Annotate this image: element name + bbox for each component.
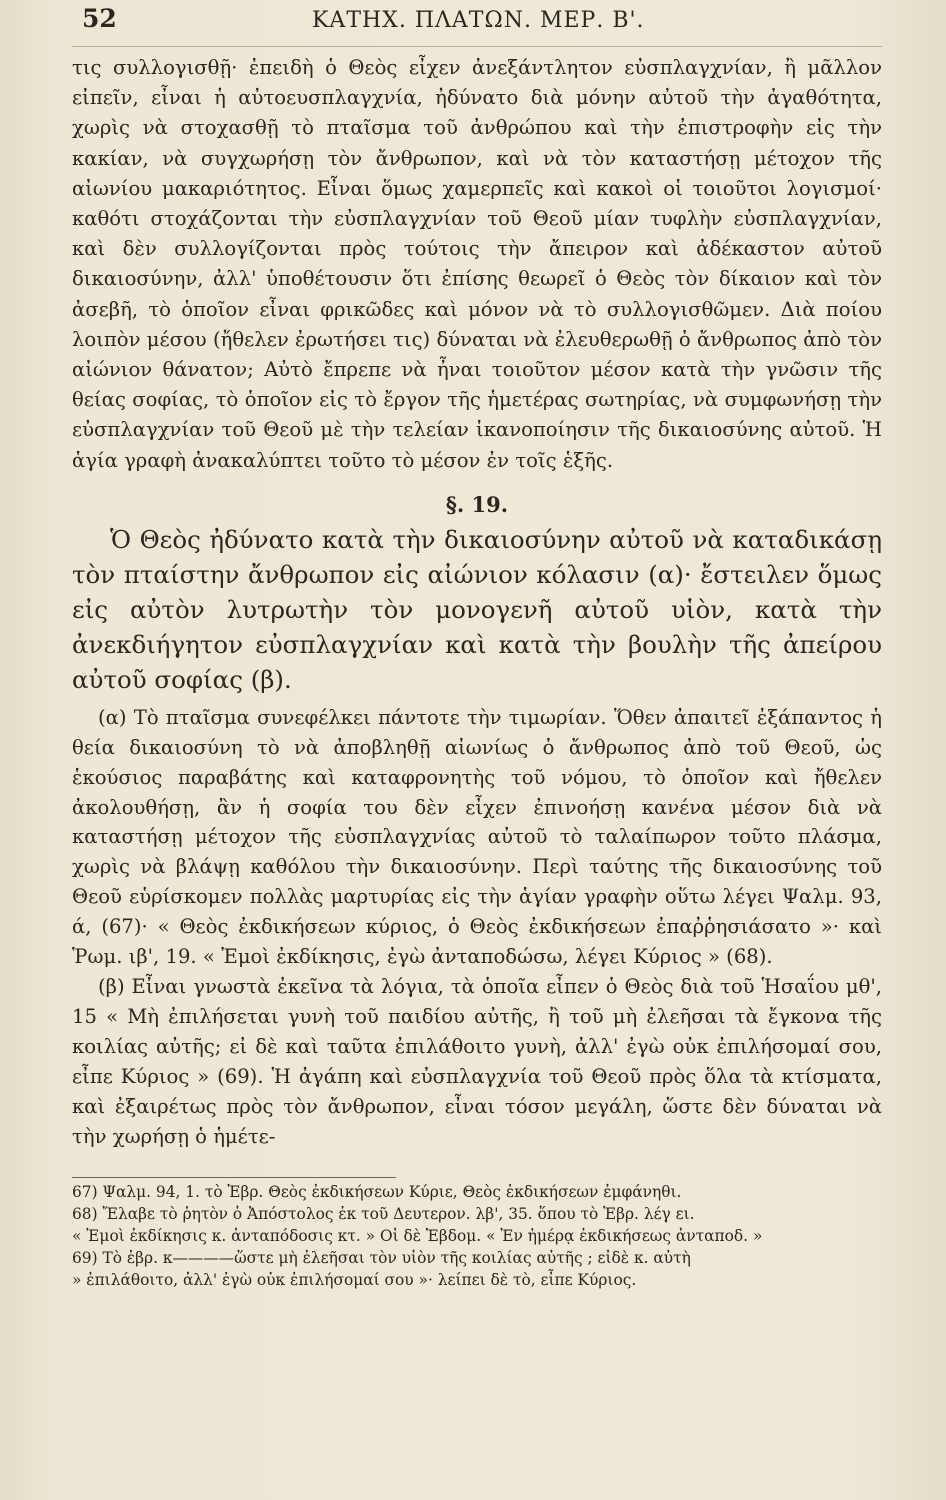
section-heading: §. 19. — [445, 491, 509, 517]
footnote-68: 68) Ἔλαβε τὸ ῥητὸν ὁ Ἀπόστολος ἐκ τοῦ Δευτερον. λβ', 35. ὅπου τὸ Ἑβρ. λέγ ει. — [72, 1205, 695, 1224]
section-lead-text: Ὁ Θεὸς ἠδύνατο κατὰ τὴν δικαιοσύνην αὐτοῦ νὰ καταδικάσῃ τὸν πταίστην ἄνθρωπον εἰς αἰώνιον κόλασιν (α)· ἔστειλεν ὅμως εἰς αὐτὸν λυτρωτὴν τὸν μονογενῆ αὐτοῦ υἱὸν, κατὰ τὴν ἀνεκδιήγητον εὐσπλαγχνίαν καὶ κατὰ τὴν βουλὴν τῆς ἀπείρου αὐτοῦ σοφίας (β). — [72, 524, 882, 694]
note-a: (α) Τὸ πταῖσμα συνεφέλκει πάντοτε τὴν τιμωρίαν. Ὅθεν ἀπαιτεῖ ἐξάπαντος ἡ θεία δικαιοσύνη τὸ νὰ ἀποβληθῇ αἰωνίως ὁ ἄνθρωπος ἀπὸ τοῦ Θεοῦ, ὡς ἑκούσιος παραβάτης καὶ καταφρονητὴς τοῦ νόμου, τὸ ὁποῖον καὶ ἤθελεν ἀκολουθήσῃ, ἂν ἡ σοφία του δὲν εἶχεν ἐπινοήσῃ κανένα μέσον διὰ νὰ καταστήσῃ μέτοχον τῆς εὐσπλαγχνίας αὐτοῦ τὸ ταλαίπωρον τοῦτο πλάσμα, χωρὶς νὰ βλάψῃ καθόλου τὴν δικαιοσύνην. Περὶ ταύτης τῆς δικαιοσύνης τοῦ Θεοῦ εὑρίσκομεν πολλὰς μαρτυρίας εἰς τὴν ἁγίαν γραφὴν οὕτω λέγει Ψαλμ. 93, ά, (67)· « Θεὸς ἐκδικήσεων κύριος, ὁ Θεὸς ἐκδικήσεων ἐπαῤῥησιάσατο »· καὶ Ῥωμ. ιβ', 19. « Ἐμοὶ ἐκδίκησις, ἐγὼ ἀνταποδώσω, λέγει Κύριος » (68). — [72, 705, 882, 969]
footnote-divider — [72, 1177, 396, 1178]
footnotes — [72, 1182, 882, 1291]
main-text — [72, 53, 882, 476]
note-b: (β) Εἶναι γνωστὰ ἐκεῖνα τὰ λόγια, τὰ ὁποῖα εἶπεν ὁ Θεὸς διὰ τοῦ Ἡσαΐου μθ', 15 « Μὴ ἐπιλήσεται γυνὴ τοῦ παιδίου αὐτῆς, ἢ τοῦ μὴ ἐλεῆσαι τὰ ἔγκονα τῆς κοιλίας αὐτῆς; εἰ δὲ καὶ ταῦτα ἐπιλάθοιτο γυνὴ, ἀλλ' ἐγὼ οὐκ ἐπιλήσομαί σου, εἶπε Κύριος » (69). Ἡ ἀγάπη καὶ εὐσπλαγχνία τοῦ Θεοῦ πρὸς ὅλα τὰ κτίσματα, καὶ ἐξαιρέτως πρὸς τὸν ἄνθρωπον, εἶναι τόσον μεγάλη, ὥστε δὲν δύναται νὰ τὴν χωρήσῃ ὁ ἡμέτε- — [72, 975, 882, 1148]
page-header — [72, 4, 882, 47]
footnote-67: 67) Ψαλμ. 94, 1. τὸ Ἑβρ. Θεὸς ἐκδικήσεων Κύριε, Θεὸς ἐκδικήσεων ἐμφάνηθι. — [72, 1183, 682, 1202]
running-title: ΚΑΤΗΧ. ΠΛΑΤΩΝ. ΜΕΡ. Β'. — [312, 8, 645, 33]
section-notes — [72, 703, 882, 1152]
footnote-69: 69) Τὸ ἑβρ. κ————ὥστε μὴ ἐλεῆσαι τὸν υἱὸν τῆς κοιλίας αὐτῆς ; εἰδὲ κ. αὐτὴ — [72, 1248, 691, 1267]
paragraph-continuation: τις συλλογισθῇ· ἐπειδὴ ὁ Θεὸς εἶχεν ἀνεξάντλητον εὐσπλαγχνίαν, ἢ μᾶλλον εἰπεῖν, εἶναι ἡ αὐτοευσπλαγχνία, ἠδύνατο διὰ μόνην αὐτοῦ τὴν ἀγαθότητα, χωρὶς νὰ στοχασθῇ τὸ πταῖσμα τοῦ ἀνθρώπου καὶ τὴν ἐπιστροφὴν εἰς τὴν κακίαν, νὰ συγχωρήσῃ τὸν ἄνθρωπον, καὶ νὰ τὸν καταστήσῃ μέτοχον τῆς αἰωνίου μακαριότητος. Εἶναι ὅμως χαμερπεῖς καὶ κακοὶ οἱ τοιοῦτοι λογισμοί· καθότι στοχάζονται τὴν εὐσπλαγχνίαν τοῦ Θεοῦ μίαν τυφλὴν εὐσπλαγχνίαν, καὶ δὲν συλλογίζονται πρὸς τούτοις τὴν ἄπειρον καὶ ἀδέκαστον αὐτοῦ δικαιοσύνην, ἀλλ' ὑποθέτουσιν ὅτι ἐπίσης θεωρεῖ ὁ Θεὸς τὸν δίκαιον καὶ τὸν ἀσεβῆ, τὸ ὁποῖον εἶναι φρικῶδες καὶ μόνον νὰ τὸ συλλογισθῶμεν. Διὰ ποίου λοιπὸν μέσου (ἤθελεν ἐρωτήσει τις) δύναται νὰ ἐλευθερωθῇ ὁ ἄνθρωπος ἀπὸ τὸν αἰώνιον θάνατον; Αὐτὸ ἔπρεπε νὰ ἦναι τοιοῦτον μέσον κατὰ τὴν γνῶσιν τῆς θείας σοφίας, τὸ ὁποῖον εἰς τὸ ἔργον τῆς ἡμετέρας σωτηρίας, νὰ συμφωνήσῃ τὴν εὐσπλαγχνίαν τοῦ Θεοῦ μὲ τὴν τελείαν ἱκανοποίησιν τῆς δικαιοσύνης αὐτοῦ. Ἡ ἁγία γραφὴ ἀνακαλύπτει τοῦτο τὸ μέσον ἐν τοῖς ἑξῆς. — [72, 56, 882, 472]
footnote-68-continued: « Ἐμοὶ ἐκδίκησις κ. ἀνταπόδοσις κτ. » Οἱ δὲ Ἑβδομ. « Ἐν ἡμέρᾳ ἐκδικήσεως ἀνταποδ. » — [72, 1227, 763, 1246]
section-lead — [72, 522, 882, 697]
footnote-69-continued: » ἐπιλάθοιτο, ἀλλ' ἐγὼ οὐκ ἐπιλήσομαί σου »· λείπει δὲ τὸ, εἶπε Κύριος. — [72, 1270, 637, 1289]
page-number: 52 — [82, 4, 117, 33]
